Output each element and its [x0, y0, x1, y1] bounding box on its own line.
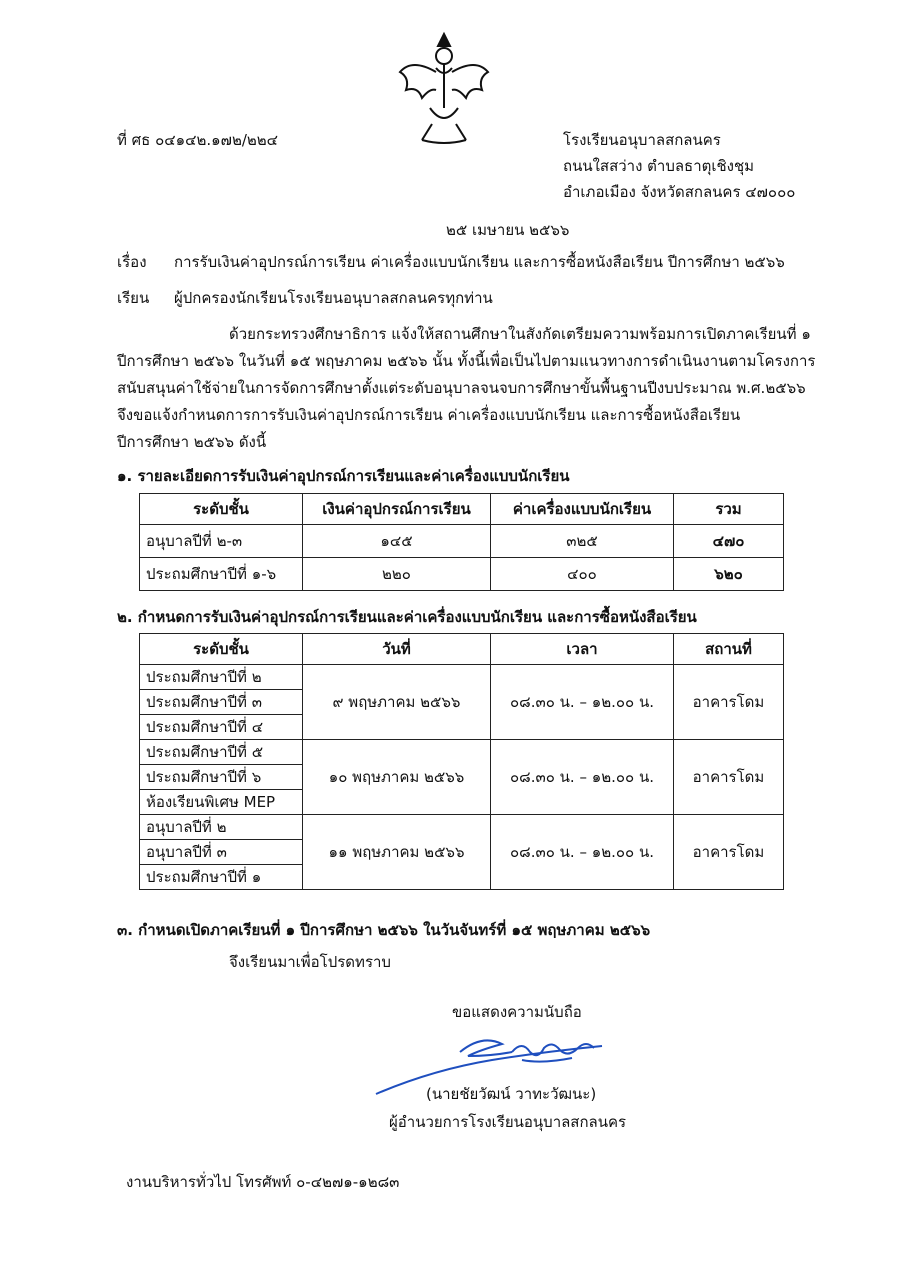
schedule-level: อนุบาลปีที่ ๓ — [140, 840, 303, 865]
subject-label: เรื่อง — [117, 253, 147, 271]
recipient-label: เรียน — [117, 289, 150, 307]
subject-text: การรับเงินค่าอุปกรณ์การเรียน ค่าเครื่องแบบนักเรียน และการซื้อหนังสือเรียน ปีการศึกษา ๒๕๖๖ — [174, 253, 785, 271]
schedule-level: ประถมศึกษาปีที่ ๖ — [140, 765, 303, 790]
table-row — [140, 740, 784, 765]
body-paragraph-line: จึงขอแจ้งกำหนดการการรับเงินค่าอุปกรณ์การเรียน ค่าเครื่องแบบนักเรียน และการซื้อหนังสือเรียน — [117, 406, 741, 424]
signer-name: (นายชัยวัฒน์ วาทะวัฒนะ) — [426, 1085, 597, 1103]
schedule-level: ห้องเรียนพิเศษ MEP — [140, 790, 303, 815]
schedule-level: ประถมศึกษาปีที่ ๒ — [140, 665, 303, 690]
schedule-level: อนุบาลปีที่ ๒ — [140, 815, 303, 840]
schedule-header-time: เวลา — [491, 634, 674, 665]
table-row — [140, 665, 784, 690]
table-row — [140, 558, 784, 591]
schedule-place: อาคารโดม — [674, 665, 784, 740]
fee-supplies: ๒๒๐ — [303, 558, 491, 591]
garuda-emblem — [392, 28, 496, 148]
body-paragraph-line: ปีการศึกษา ๒๕๖๖ ในวันที่ ๑๕ พฤษภาคม ๒๕๖๖ นั้น ทั้งนี้เพื่อเป็นไปตามแนวทางการดำเนินงานตามโครงการ — [117, 352, 816, 370]
body-paragraph-line: ด้วยกระทรวงศึกษาธิการ แจ้งให้สถานศึกษาในสังกัดเตรียมความพร้อมการเปิดภาคเรียนที่ ๑ — [229, 325, 811, 343]
schedule-table — [139, 633, 784, 890]
reference-number: ที่ ศธ ๐๔๑๔๒.๑๗๒/๒๒๔ — [117, 131, 279, 149]
schedule-place: อาคารโดม — [674, 740, 784, 815]
table-row — [140, 815, 784, 840]
address-line: โรงเรียนอนุบาลสกลนคร — [563, 131, 721, 149]
fee-level: อนุบาลปีที่ ๒-๓ — [140, 525, 303, 558]
schedule-level: ประถมศึกษาปีที่ ๑ — [140, 865, 303, 890]
schedule-date: ๑๑ พฤษภาคม ๒๕๖๖ — [303, 815, 491, 890]
regards-line: ขอแสดงความนับถือ — [452, 1003, 582, 1021]
fee-table — [139, 493, 784, 591]
body-paragraph-line: ปีการศึกษา ๒๕๖๖ ดังนี้ — [117, 433, 267, 451]
section3-title: ๓. กำหนดเปิดภาคเรียนที่ ๑ ปีการศึกษา ๒๕๖๖ ในวันจันทร์ที่ ๑๕ พฤษภาคม ๒๕๖๖ — [117, 921, 651, 939]
footer-contact: งานบริหารทั่วไป โทรศัพท์ ๐-๔๒๗๑-๑๒๘๓ — [126, 1173, 400, 1191]
section2-title: ๒. กำหนดการรับเงินค่าอุปกรณ์การเรียนและค่าเครื่องแบบนักเรียน และการซื้อหนังสือเรียน — [117, 608, 697, 626]
fee-total: ๖๒๐ — [674, 558, 784, 591]
fee-header-total: รวม — [674, 494, 784, 525]
schedule-level: ประถมศึกษาปีที่ ๕ — [140, 740, 303, 765]
schedule-level: ประถมศึกษาปีที่ ๔ — [140, 715, 303, 740]
schedule-time: ๐๘.๓๐ น. – ๑๒.๐๐ น. — [491, 815, 674, 890]
fee-total: ๔๗๐ — [674, 525, 784, 558]
letter-date: ๒๕ เมษายน ๒๕๖๖ — [446, 221, 570, 239]
signer-title: ผู้อำนวยการโรงเรียนอนุบาลสกลนคร — [389, 1113, 627, 1131]
fee-level: ประถมศึกษาปีที่ ๑-๖ — [140, 558, 303, 591]
address-line: ถนนใสสว่าง ตำบลธาตุเชิงชุม — [563, 157, 755, 175]
table-row — [140, 525, 784, 558]
schedule-header-place: สถานที่ — [674, 634, 784, 665]
schedule-place: อาคารโดม — [674, 815, 784, 890]
schedule-date: ๑๐ พฤษภาคม ๒๕๖๖ — [303, 740, 491, 815]
fee-header-supplies: เงินค่าอุปกรณ์การเรียน — [303, 494, 491, 525]
fee-header-level: ระดับชั้น — [140, 494, 303, 525]
schedule-header-date: วันที่ — [303, 634, 491, 665]
body-paragraph-line: สนับสนุนค่าใช้จ่ายในการจัดการศึกษาตั้งแต่ระดับอนุบาลจนจบการศึกษาขั้นพื้นฐานปีงบประมาณ พ.ศ.๒๕๖๖ — [117, 379, 806, 397]
fee-supplies: ๑๔๕ — [303, 525, 491, 558]
schedule-header-level: ระดับชั้น — [140, 634, 303, 665]
schedule-level: ประถมศึกษาปีที่ ๓ — [140, 690, 303, 715]
address-line: อำเภอเมือง จังหวัดสกลนคร ๔๗๐๐๐ — [563, 183, 796, 201]
schedule-date: ๙ พฤษภาคม ๒๕๖๖ — [303, 665, 491, 740]
section1-title: ๑. รายละเอียดการรับเงินค่าอุปกรณ์การเรียนและค่าเครื่องแบบนักเรียน — [117, 467, 570, 485]
schedule-time: ๐๘.๓๐ น. – ๑๒.๐๐ น. — [491, 665, 674, 740]
schedule-time: ๐๘.๓๐ น. – ๑๒.๐๐ น. — [491, 740, 674, 815]
closing-line: จึงเรียนมาเพื่อโปรดทราบ — [229, 953, 391, 971]
fee-header-uniform: ค่าเครื่องแบบนักเรียน — [491, 494, 674, 525]
fee-uniform: ๔๐๐ — [491, 558, 674, 591]
recipient-text: ผู้ปกครองนักเรียนโรงเรียนอนุบาลสกลนครทุกท่าน — [174, 289, 493, 307]
fee-uniform: ๓๒๕ — [491, 525, 674, 558]
